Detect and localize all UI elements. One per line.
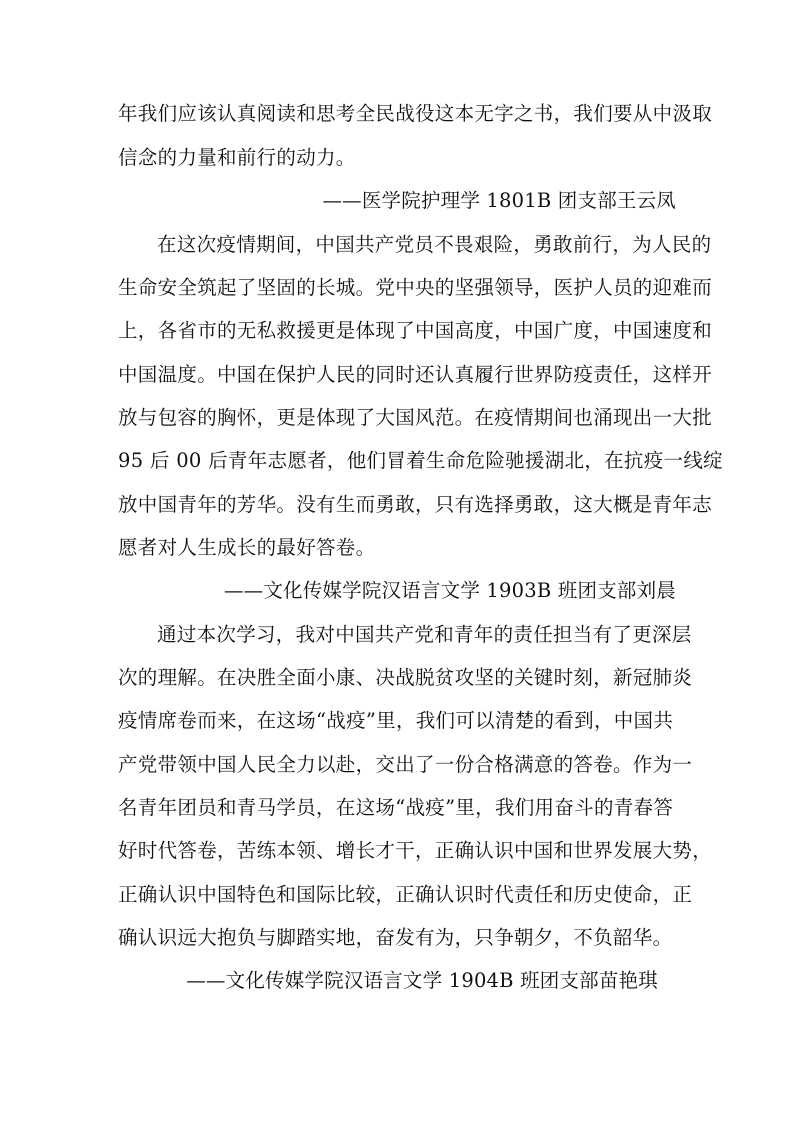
paragraph-line: 通过本次学习，我对中国共产党和青年的责任担当有了更深层 [157, 623, 692, 646]
paragraph-line: 放与包容的胸怀，更是体现了大国风范。在疫情期间也涌现出一大批 [118, 406, 713, 429]
paragraph-line: 生命安全筑起了坚固的长城。党中央的坚强领导，医护人员的迎难而 [118, 276, 713, 299]
paragraph-line: 年我们应该认真阅读和思考全民战役这本无字之书，我们要从中汲取 [118, 102, 713, 125]
paragraph-line: 信念的力量和前行的动力。 [118, 146, 356, 169]
paragraph-line: 上，各省市的无私救援更是体现了中国高度，中国广度，中国速度和 [118, 319, 713, 342]
author-signature: ——医学院护理学 1801B 团支部王云凤 [322, 189, 676, 212]
paragraph-line: 产党带领中国人民全力以赴，交出了一份合格满意的答卷。作为一 [118, 753, 693, 776]
paragraph-line: 放中国青年的芳华。没有生而勇敢，只有选择勇敢，这大概是青年志 [118, 493, 713, 516]
paragraph-line: 愿者对人生成长的最好答卷。 [118, 536, 376, 559]
paragraph-line: 在这次疫情期间，中国共产党员不畏艰险，勇敢前行，为人民的 [157, 233, 712, 256]
paragraph-line: 正确认识中国特色和国际比较，正确认识时代责任和历史使命，正 [118, 883, 693, 906]
author-signature: ——文化传媒学院汉语言文学 1904B 班团支部苗艳琪 [186, 969, 658, 992]
paragraph-line: 确认识远大抱负与脚踏实地，奋发有为，只争朝夕，不负韶华。 [118, 926, 673, 949]
paragraph-line: 次的理解。在决胜全面小康、决战脱贫攻坚的关键时刻，新冠肺炎 [118, 666, 693, 689]
paragraph-line: 中国温度。中国在保护人民的同时还认真履行世界防疫责任，这样开 [118, 363, 713, 386]
paragraph-line: 名青年团员和青马学员，在这场“战疫”里，我们用奋斗的青春答 [118, 796, 674, 819]
author-signature: ——文化传媒学院汉语言文学 1903B 班团支部刘晨 [223, 579, 676, 602]
paragraph-line: 95 后 00 后青年志愿者，他们冒着生命危险驰援湖北，在抗疫一线绽 [118, 449, 723, 472]
paragraph-line: 疫情席卷而来，在这场“战疫”里，我们可以清楚的看到，中国共 [118, 709, 674, 732]
paragraph-line: 好时代答卷，苦练本领、增长才干，正确认识中国和世界发展大势， [118, 839, 713, 862]
